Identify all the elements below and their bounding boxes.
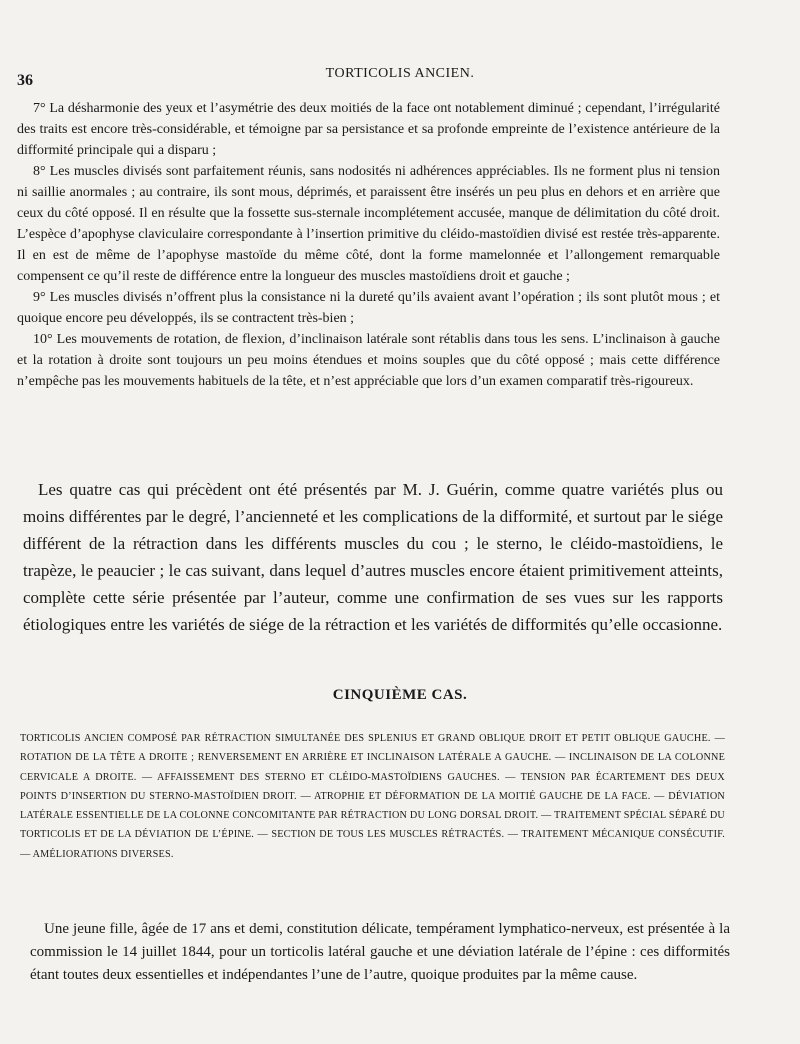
observation-item: 10° Les mouvements de rotation, de flexion, d’inclinaison latérale sont rétablis dans tous les sens. L’inclinaison à gauche et la rotation à droite sont toujours un peu moins étendues et moins souples que du côté opposé ; mais cette différence n’empêche pas les mouvements habituels de la tête, et n’est appréciable que lors d’un examen comparatif très-rigoureux. [17,332,720,389]
case-narrative-text: Une jeune fille, âgée de 17 ans et demi, constitution délicate, tempérament lymphatico-nerveux, est présentée à la commission le 14 juillet 1844, pour un torticolis latéral gauche et une déviation latérale de l’épine : ces difformités étant toutes deux essentielles et indépendantes l’une de l’autre, quoique produites par la même cause. [30,921,730,983]
observation-item: 8° Les muscles divisés sont parfaitement réunis, sans nodosités ni adhérences appréciables. Ils ne forment plus ni tension ni saillie anormales ; au contraire, ils sont mous, déprimés, et paraissent être insérés un peu plus en dehors et en arrière que ceux du côté opposé. Il en résulte que la fossette sus-sternale incomplétement accusée, manque de délimitation du côté droit. L’espèce d’apophyse claviculaire correspondante à l’insertion primitive du cléido-mastoïdien divisé est restée très-apparente. Il en est de même de l’apophyse mastoïde du même côté, dont la forme mamelonnée et l’allongement remarquable compensent ce qu’il reste de différence entre la longueur des muscles mastoïdiens droit et gauche ; [17,164,720,284]
commentary-text: Les quatre cas qui précèdent ont été présentés par M. J. Guérin, comme quatre variétés plus ou moins différentes par le degré, l’ancienneté et les complications de la difformité, et surtout par le siége différent de la rétraction dans les différents muscles du cou ; le sterno, le cléido-mastoïdiens, le trapèze, le peaucier ; le cas suivant, dans lequel d’autres muscles encore étaient primitivement atteints, complète cette série présentée par l’auteur, comme une confirmation de ses vues sur les rapports étiologiques entre les variétés de siége de la rétraction et les variétés de difformités qu’elle occasionne. [23,480,723,634]
running-title: TORTICOLIS ANCIEN. [325,66,475,81]
commentary-paragraph [23,476,723,638]
case-summary-text: TORTICOLIS ANCIEN COMPOSÉ PAR RÉTRACTION SIMULTANÉE DES SPLENIUS ET GRAND OBLIQUE DROIT ET PETIT OBLIQUE GAUCHE. — ROTATION DE LA TÊTE A DROITE ; RENVERSEMENT EN ARRIÈRE ET INCLINAISON LATÉRALE A GAUCHE. — INCLINAISON DE LA COLONNE CERVICALE A DROITE. — AFFAISSEMENT DES STERNO ET CLÉIDO-MASTOÏDIENS GAUCHES. — TENSION PAR ÉCARTEMENT DES DEUX POINTS D’INSERTION DU STERNO-MASTOÏDIEN DROIT. — ATROPHIE ET DÉFORMATION DE LA MOITIÉ GAUCHE DE LA FACE. — DÉVIATION LATÉRALE ESSENTIELLE DE LA COLONNE CONCOMITANTE PAR RÉTRACTION DU LONG DORSAL DROIT. — TRAITEMENT SPÉCIAL SÉPARÉ DU TORTICOLIS ET DE LA DÉVIATION DE L’ÉPINE. — SECTION DE TOUS LES MUSCLES RÉTRACTÉS. — TRAITEMENT MÉCANIQUE CONSÉCUTIF. — AMÉLIORATIONS DIVERSES. [20,733,725,860]
page-number: 36 [17,72,33,89]
observation-item: 9° Les muscles divisés n’offrent plus la consistance ni la dureté qu’ils avaient avant l’opération ; ils sont plutôt mous ; et quoique encore peu développés, ils se contractent très-bien ; [17,290,720,326]
case-narrative [30,918,730,987]
observation-item: 7° La désharmonie des yeux et l’asymétrie des deux moitiés de la face ont notablement diminué ; cependant, l’irrégularité des traits est encore très-considérable, et témoigne par sa persistance et sa profonde empreinte de l’existence antérieure de la difformité principale qui a disparu ; [17,101,720,158]
case-summary [20,729,725,864]
observation-list [17,98,720,392]
section-heading: CINQUIÈME CAS. [332,687,468,703]
